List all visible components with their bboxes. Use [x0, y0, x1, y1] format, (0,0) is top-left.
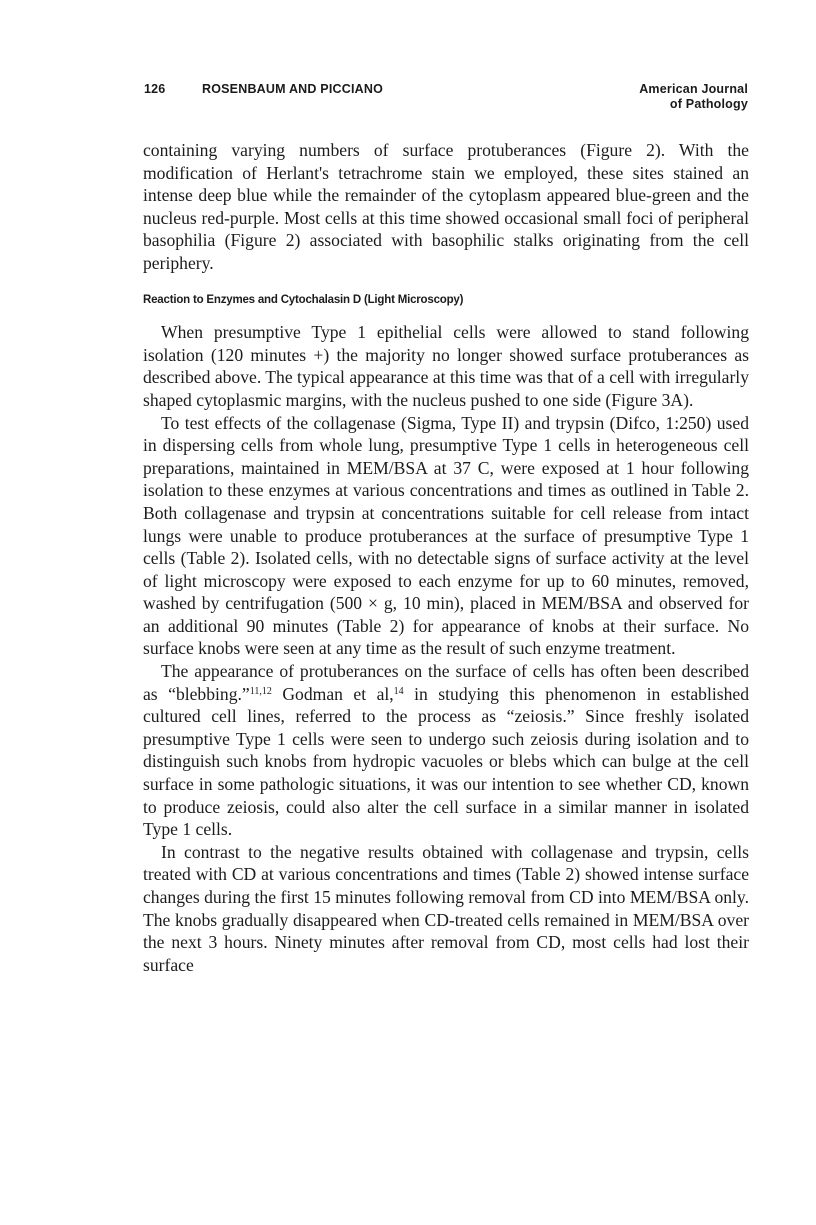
running-head: [144, 82, 748, 122]
citation-superscript-14: 14: [393, 685, 404, 697]
paragraph-blebbing: [143, 660, 749, 841]
paragraph-type1-cells: When presumptive Type 1 epithelial cells were allowed to stand following isolation (120 minutes +) the majority no longer showed surface protuberances as described above. The typical appearance at this time was that of a cell with irregularly shaped cytoplasmic margins, with the nucleus pushed to one side (Figure 3A).: [143, 322, 749, 410]
paragraph-blebbing-text-b: Godman et al,: [271, 683, 394, 704]
section-heading: Reaction to Enzymes and Cytochalasin D (Light Microscopy): [143, 293, 464, 306]
journal-name-line-1: American Journal: [639, 82, 748, 96]
journal-name-line-2: of Pathology: [669, 97, 748, 111]
paragraph-continuation: containing varying numbers of surface protuberances (Figure 2). With the modification of Herlant's tetrachrome stain we employed, these sites stained an intense deep blue while the remainder of the cytoplasm appeared blue-green and the nucleus red-purple. Most cells at this time showed occasional small foci of peripheral basophilia (Figure 2) associated with basophilic stalks originating from the cell periphery.: [143, 140, 749, 273]
page-number: 126: [144, 82, 166, 96]
paragraph-blebbing-text-a: The appearance of protuberances on the surface of cells has often been described as “blebbing.”: [143, 661, 749, 704]
paragraph-enzyme-test: To test effects of the collagenase (Sigma, Type II) and trypsin (Difco, 1:250) used in dispersing cells from whole lung, presumptive Type 1 cells in heterogeneous cell preparations, maintained in MEM/BSA at 37 C, were exposed at 1 hour following isolation to these enzymes at various concentrations and times as outlined in Table 2. Both collagenase and trypsin at concentrations suitable for cell release from intact lungs were unable to produce protuberances at the surface of presumptive Type 1 cells (Table 2). Isolated cells, with no detectable signs of surface activity at the level of light microscopy were exposed to each enzyme for up to 60 minutes, removed, washed by centrifugation (500 × g, 10 min), placed in MEM/BSA and observed for an additional 90 minutes (Table 2) for appearance of knobs at their surface. No surface knobs were seen at any time as the result of such enzyme treatment.: [143, 412, 749, 659]
paragraph-blebbing-text-c: in studying this phenomenon in established cultured cell lines, referred to the process as “zeiosis.” Since freshly isolated presumptive Type 1 cells were seen to undergo such zeiosis during isolation and to distinguish such knobs from hydropic vacuoles or blebs which can bulge at the cell surface in some pathologic situations, it was our intention to see whether CD, known to produce zeiosis, could also alter the cell surface in a similar manner in isolated Type 1 cells.: [143, 683, 749, 840]
article-body: [143, 139, 749, 976]
running-head-left: [144, 82, 383, 96]
journal-name: [639, 82, 748, 112]
paragraph-cd-results: In contrast to the negative results obtained with collagenase and trypsin, cells treated with CD at various concentrations and times (Table 2) showed intense surface changes during the first 15 minutes following removal from CD into MEM/BSA only. The knobs gradually disappeared when CD-treated cells remained in MEM/BSA over the next 3 hours. Ninety minutes after removal from CD, most cells had lost their surface: [143, 841, 749, 975]
author-names: ROSENBAUM AND PICCIANO: [202, 82, 384, 96]
citation-superscript-11-12: 11,12: [249, 685, 272, 697]
